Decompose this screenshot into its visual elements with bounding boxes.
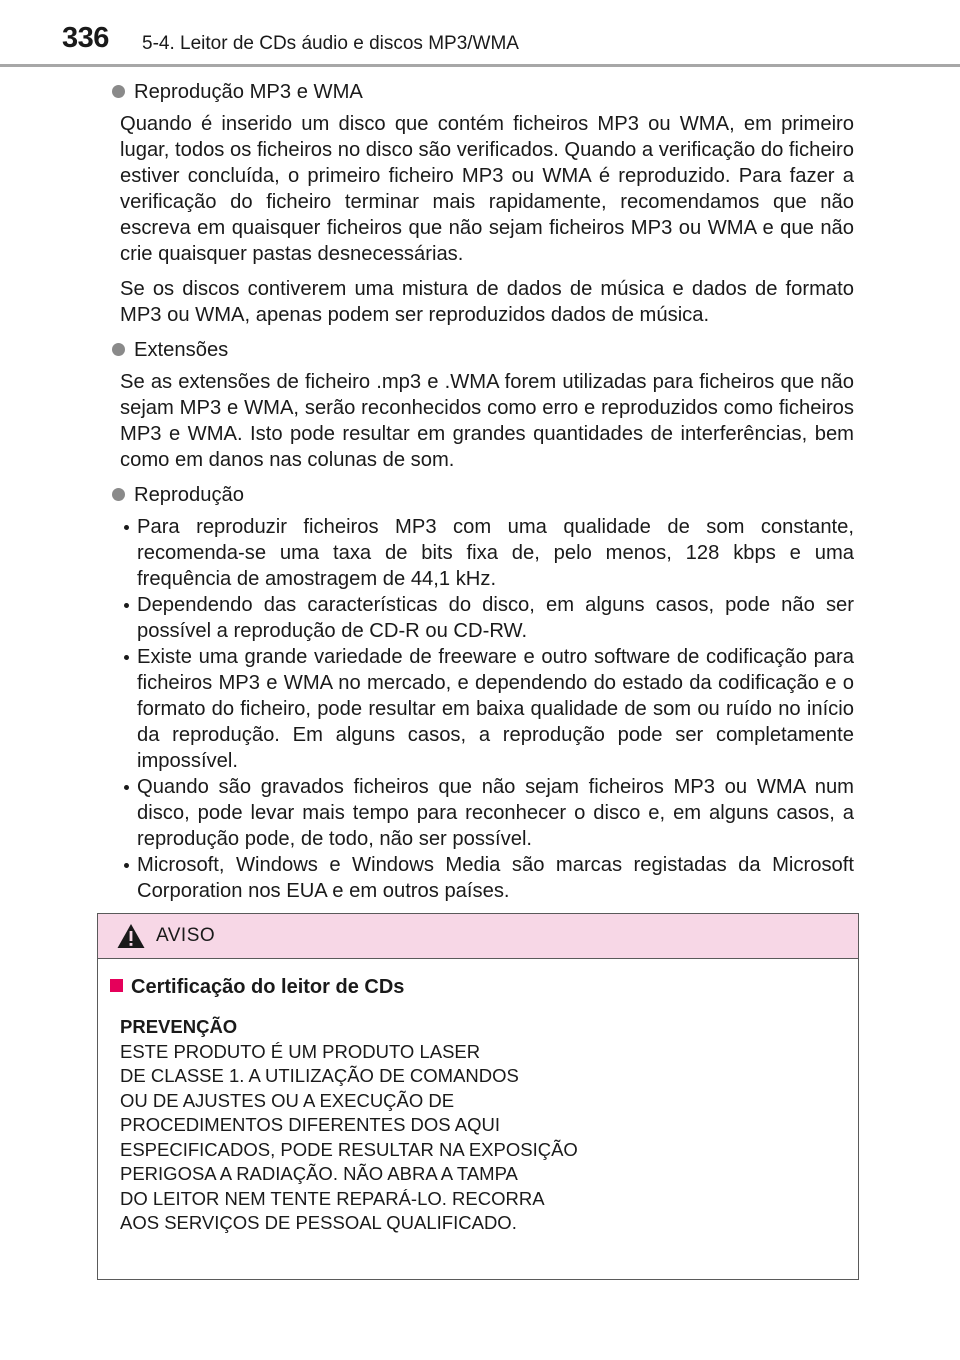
warning-box: [97, 913, 859, 1280]
playback-list: [120, 514, 854, 904]
warning-line: PROCEDIMENTOS DIFERENTES DOS AQUI: [120, 1114, 500, 1135]
list-item-text: Existe uma grande variedade de freeware e outro software de codificação para ficheiros MP3 e WMA no mercado, e dependendo do estado da codificação e o formato do ficheiro, pode resultar em baixa qualidade de som ou ruído no início da reprodução. Em alguns casos, a reprodução pode ser completamente impossível.: [137, 646, 854, 772]
warning-label: AVISO: [156, 925, 216, 946]
section-heading-extensions: [102, 337, 854, 363]
warning-triangle-icon: [116, 922, 146, 950]
paragraph: Quando é inserido um disco que contém ficheiros MP3 ou WMA, em primeiro lugar, todos os ficheiros no disco são verificados. Quando a verificação do ficheiro estiver concluída, o primeiro ficheiro MP3 ou WMA é reproduzido. Para fazer a verificação do ficheiro terminar mais rapidamente, recomendamos que não escreva em quaisquer ficheiros que não sejam ficheiros MP3 ou WMA e que não crie quaisquer pastas desnecessárias.: [120, 113, 854, 265]
list-dot: [124, 525, 129, 530]
warning-line: OU DE AJUSTES OU A EXECUÇÃO DE: [120, 1089, 455, 1111]
square-bullet-icon: [110, 979, 123, 992]
page-number: 336: [62, 22, 109, 54]
list-item: [120, 514, 854, 592]
warning-line: ESPECIFICADOS, PODE RESULTAR NA EXPOSIÇÃO: [120, 1138, 578, 1160]
section-heading-text: Extensões: [134, 339, 229, 361]
warning-line: AOS SERVIÇOS DE PESSOAL QUALIFICADO.: [120, 1212, 517, 1233]
list-item: [120, 852, 854, 904]
warning-subtitle: [110, 976, 404, 999]
list-item-text: Dependendo das características do disco, em alguns casos, pode não ser possível a reprodução de CD-R ou CD-RW.: [137, 594, 854, 642]
list-item: [120, 592, 854, 644]
list-dot: [124, 655, 129, 660]
list-dot: [124, 863, 129, 868]
warning-heading: PREVENÇÃO: [120, 1016, 238, 1037]
list-item-text: Microsoft, Windows e Windows Media são marcas registadas da Microsoft Corporation nos EUA e em outros países.: [137, 854, 854, 902]
page-header: [0, 0, 960, 66]
bullet-dot: [112, 85, 125, 98]
list-item: [120, 774, 854, 852]
list-item: [120, 644, 854, 774]
section-title: 5-4. Leitor de CDs áudio e discos MP3/WMA: [142, 33, 519, 54]
warning-body: [120, 1015, 578, 1236]
bullet-dot: [112, 488, 125, 501]
bullet-dot: [112, 343, 125, 356]
list-dot: [124, 603, 129, 608]
list-item-text: Quando são gravados ficheiros que não sejam ficheiros MP3 ou WMA num disco, pode levar mais tempo para reconhecer o disco e, em alguns casos, a reprodução pode, de todo, não ser possível.: [137, 776, 854, 850]
section-heading-mp3-wma: [102, 79, 854, 105]
section-heading-text: Reprodução: [134, 484, 244, 506]
paragraph: Se os discos contiverem uma mistura de dados de música e dados de formato MP3 ou WMA, apenas podem ser reproduzidos dados de música.: [120, 278, 854, 326]
warning-line: DE CLASSE 1. A UTILIZAÇÃO DE COMANDOS: [120, 1065, 519, 1086]
paragraph: Se as extensões de ficheiro .mp3 e .WMA forem utilizadas para ficheiros que não sejam MP3 e WMA, serão reconhecidos como erro e reproduzidos como ficheiros MP3 e WMA. Isto pode resultar em grandes quantidades de interferências, bem como em danos nas colunas de som.: [120, 371, 854, 471]
list-dot: [124, 785, 129, 790]
section-heading-text: Reprodução MP3 e WMA: [134, 81, 363, 103]
list-item-text: Para reproduzir ficheiros MP3 com uma qualidade de som constante, recomenda-se uma taxa de bits fixa de, pelo menos, 128 kbps e uma frequência de amostragem de 44,1 kHz.: [137, 516, 854, 590]
warning-header: [98, 914, 858, 959]
warning-line: ESTE PRODUTO É UM PRODUTO LASER: [120, 1040, 481, 1062]
section-heading-playback: [102, 482, 854, 508]
main-content: [102, 79, 854, 904]
warning-line: PERIGOSA A RADIAÇÃO. NÃO ABRA A TAMPA: [120, 1163, 518, 1184]
header-rule: [0, 64, 960, 67]
warning-line: DO LEITOR NEM TENTE REPARÁ-LO. RECORRA: [120, 1187, 545, 1209]
warning-subtitle-text: Certificação do leitor de CDs: [131, 976, 405, 998]
